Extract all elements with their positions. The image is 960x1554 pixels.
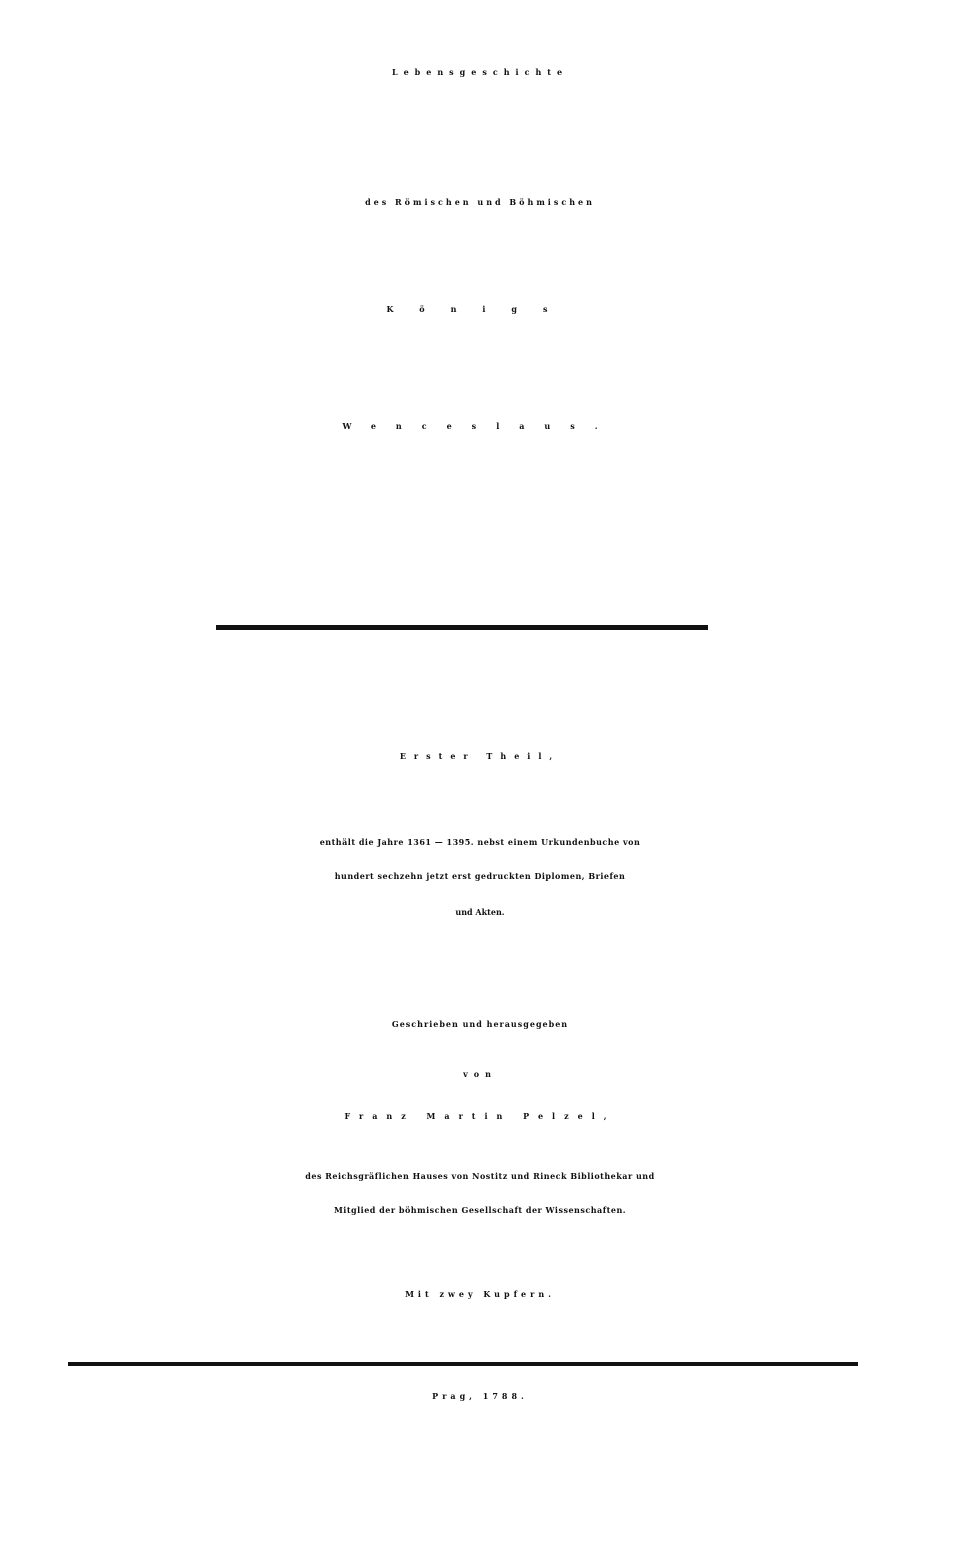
kings-heading: Königs: [386, 304, 574, 314]
imprint: Prag, 1788.: [432, 1391, 528, 1401]
part-heading: Erster Theil,: [399, 751, 561, 761]
king-name: Wenceslaus.: [342, 421, 618, 431]
contents-line: enthält die Jahre 1361 — 1395. nebst einem Urkundenbuche von: [319, 837, 641, 847]
author-title-line: des Reichsgräflichen Hauses von Nostitz und Rineck Bibliothekar und: [305, 1171, 655, 1181]
contents-line: hundert sechzehn jetzt erst gedruckten Diplomen, Briefen: [334, 871, 626, 881]
author-name: Franz Martin Pelzel,: [344, 1111, 616, 1121]
divider-rule: [216, 625, 708, 630]
book-subtitle: des Römischen und Böhmischen: [365, 197, 595, 207]
written-by-line: Geschrieben und herausgegeben: [391, 1019, 569, 1029]
divider-rule: [68, 1362, 858, 1366]
author-title-line: Mitglied der böhmischen Gesellschaft der Wissenschaften.: [333, 1205, 627, 1215]
von-line: von: [463, 1069, 497, 1079]
book-title: Lebensgeschichte: [391, 67, 569, 77]
plates-note: Mit zwey Kupfern.: [405, 1289, 555, 1299]
contents-line: und Akten.: [455, 907, 505, 917]
